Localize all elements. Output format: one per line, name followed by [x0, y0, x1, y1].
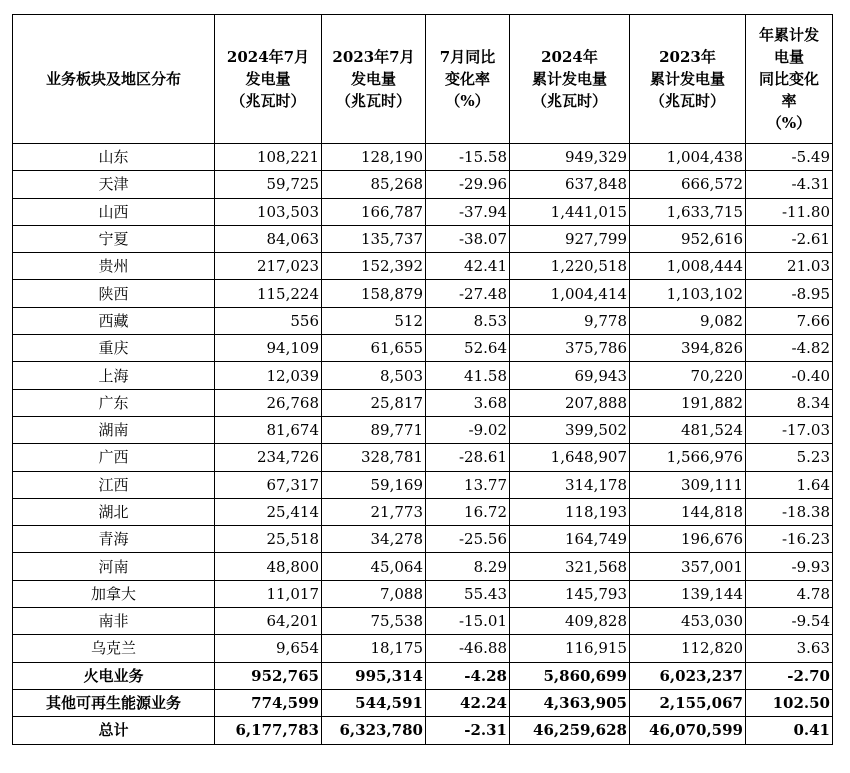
table-row — [13, 307, 833, 334]
cell-cum-2024: 927,799 — [510, 225, 630, 252]
cell-jul-2024: 6,177,783 — [215, 717, 322, 744]
cell-cum-2024: 164,749 — [510, 526, 630, 553]
cell-cum-2023: 2,155,067 — [630, 689, 746, 716]
cell-jul-2023: 34,278 — [322, 526, 426, 553]
header-line: 7月同比 — [439, 48, 496, 66]
cell-cum-2023: 196,676 — [630, 526, 746, 553]
header-line: 发电量 — [245, 70, 291, 88]
cell-jul-2024: 94,109 — [215, 335, 322, 362]
cell-region: 重庆 — [13, 335, 215, 362]
cell-jul-2023: 328,781 — [322, 444, 426, 471]
cell-cum-yoy: -2.61 — [746, 225, 833, 252]
table-row — [13, 498, 833, 525]
cell-jul-2023: 45,064 — [322, 553, 426, 580]
cell-cum-yoy: 4.78 — [746, 580, 833, 607]
header-line: 同比变化 — [758, 70, 819, 88]
cell-jul-2024: 64,201 — [215, 608, 322, 635]
summary-row — [13, 662, 833, 689]
cell-cum-2024: 375,786 — [510, 335, 630, 362]
cell-jul-2024: 25,414 — [215, 498, 322, 525]
summary-row — [13, 717, 833, 744]
header-line: 率 — [781, 92, 797, 110]
cell-jul-yoy: 52.64 — [426, 335, 510, 362]
header-line: （兆瓦时） — [230, 92, 306, 110]
header-line: 累计发电量 — [531, 70, 607, 88]
cell-jul-2024: 12,039 — [215, 362, 322, 389]
cell-jul-yoy: 55.43 — [426, 580, 510, 607]
cell-cum-2024: 4,363,905 — [510, 689, 630, 716]
cell-cum-2024: 207,888 — [510, 389, 630, 416]
cell-jul-yoy: -46.88 — [426, 635, 510, 662]
cell-cum-yoy: 7.66 — [746, 307, 833, 334]
cell-cum-2024: 1,648,907 — [510, 444, 630, 471]
cell-jul-2024: 234,726 — [215, 444, 322, 471]
cell-region: 天津 — [13, 171, 215, 198]
cell-jul-2024: 103,503 — [215, 198, 322, 225]
cell-region: 青海 — [13, 526, 215, 553]
cell-region: 加拿大 — [13, 580, 215, 607]
cell-jul-yoy: 16.72 — [426, 498, 510, 525]
cell-region: 总计 — [13, 717, 215, 744]
cell-jul-2024: 25,518 — [215, 526, 322, 553]
cell-jul-yoy: -4.28 — [426, 662, 510, 689]
cell-cum-2024: 949,329 — [510, 144, 630, 171]
cell-region: 湖南 — [13, 416, 215, 443]
cell-jul-2024: 556 — [215, 307, 322, 334]
cell-region: 广东 — [13, 389, 215, 416]
cell-cum-yoy: 1.64 — [746, 471, 833, 498]
table-body — [13, 144, 833, 745]
cell-jul-2024: 11,017 — [215, 580, 322, 607]
cell-cum-2024: 321,568 — [510, 553, 630, 580]
cell-cum-yoy: -18.38 — [746, 498, 833, 525]
header-cell-2024-cum — [510, 15, 630, 144]
cell-cum-2024: 399,502 — [510, 416, 630, 443]
cell-jul-yoy: -25.56 — [426, 526, 510, 553]
table-row — [13, 553, 833, 580]
cell-region: 河南 — [13, 553, 215, 580]
cell-cum-2024: 145,793 — [510, 580, 630, 607]
header-line: 2024年 — [541, 48, 598, 66]
cell-cum-2023: 191,882 — [630, 389, 746, 416]
table-row — [13, 171, 833, 198]
cell-jul-yoy: -2.31 — [426, 717, 510, 744]
cell-cum-2024: 116,915 — [510, 635, 630, 662]
cell-cum-2023: 1,008,444 — [630, 253, 746, 280]
header-line: 电量 — [773, 48, 804, 66]
cell-cum-2024: 9,778 — [510, 307, 630, 334]
cell-jul-2023: 75,538 — [322, 608, 426, 635]
cell-jul-2024: 59,725 — [215, 171, 322, 198]
cell-region: 山东 — [13, 144, 215, 171]
cell-region: 陕西 — [13, 280, 215, 307]
cell-jul-2023: 152,392 — [322, 253, 426, 280]
table-row — [13, 225, 833, 252]
cell-jul-yoy: -29.96 — [426, 171, 510, 198]
cell-cum-2023: 112,820 — [630, 635, 746, 662]
cell-cum-yoy: -8.95 — [746, 280, 833, 307]
cell-region: 山西 — [13, 198, 215, 225]
cell-cum-2024: 637,848 — [510, 171, 630, 198]
cell-jul-2023: 6,323,780 — [322, 717, 426, 744]
cell-cum-2023: 6,023,237 — [630, 662, 746, 689]
cell-cum-2024: 409,828 — [510, 608, 630, 635]
cell-jul-yoy: 8.29 — [426, 553, 510, 580]
header-line: （兆瓦时） — [531, 92, 607, 110]
header-cell-2023-jul — [322, 15, 426, 144]
cell-cum-2023: 666,572 — [630, 171, 746, 198]
header-line: 年累计发 — [758, 26, 819, 44]
cell-region: 宁夏 — [13, 225, 215, 252]
cell-jul-yoy: 42.24 — [426, 689, 510, 716]
cell-jul-2023: 995,314 — [322, 662, 426, 689]
table-row — [13, 389, 833, 416]
cell-cum-yoy: -16.23 — [746, 526, 833, 553]
header-cell-cum-yoy — [746, 15, 833, 144]
cell-jul-2023: 7,088 — [322, 580, 426, 607]
cell-cum-yoy: -0.40 — [746, 362, 833, 389]
cell-jul-yoy: -38.07 — [426, 225, 510, 252]
cell-jul-2024: 84,063 — [215, 225, 322, 252]
cell-jul-yoy: 8.53 — [426, 307, 510, 334]
cell-cum-yoy: 8.34 — [746, 389, 833, 416]
table-row — [13, 444, 833, 471]
cell-cum-yoy: -4.31 — [746, 171, 833, 198]
cell-jul-2023: 61,655 — [322, 335, 426, 362]
cell-region: 其他可再生能源业务 — [13, 689, 215, 716]
generation-table — [12, 14, 833, 745]
cell-jul-2023: 85,268 — [322, 171, 426, 198]
cell-region: 广西 — [13, 444, 215, 471]
header-cell-2023-cum — [630, 15, 746, 144]
cell-region: 贵州 — [13, 253, 215, 280]
header-cell-region — [13, 15, 215, 144]
cell-cum-2023: 309,111 — [630, 471, 746, 498]
header-line: 2023年7月 — [332, 48, 415, 66]
cell-cum-2024: 1,220,518 — [510, 253, 630, 280]
header-line: （%） — [766, 114, 812, 132]
cell-jul-2023: 166,787 — [322, 198, 426, 225]
cell-jul-2024: 217,023 — [215, 253, 322, 280]
cell-jul-yoy: 13.77 — [426, 471, 510, 498]
cell-cum-yoy: 5.23 — [746, 444, 833, 471]
cell-cum-2024: 1,441,015 — [510, 198, 630, 225]
header-cell-2024-jul — [215, 15, 322, 144]
header-line: 2024年7月 — [226, 48, 310, 66]
cell-cum-2024: 1,004,414 — [510, 280, 630, 307]
cell-jul-2024: 26,768 — [215, 389, 322, 416]
cell-cum-2023: 46,070,599 — [630, 717, 746, 744]
cell-cum-yoy: 0.41 — [746, 717, 833, 744]
cell-cum-2023: 394,826 — [630, 335, 746, 362]
cell-jul-2024: 108,221 — [215, 144, 322, 171]
header-cell-jul-yoy — [426, 15, 510, 144]
cell-jul-2024: 48,800 — [215, 553, 322, 580]
header-line: 累计发电量 — [649, 70, 725, 88]
cell-cum-yoy: 3.63 — [746, 635, 833, 662]
cell-region: 上海 — [13, 362, 215, 389]
cell-jul-yoy: 41.58 — [426, 362, 510, 389]
table-row — [13, 471, 833, 498]
header-line: （兆瓦时） — [649, 92, 725, 110]
cell-jul-2024: 115,224 — [215, 280, 322, 307]
cell-cum-2023: 952,616 — [630, 225, 746, 252]
table-row — [13, 580, 833, 607]
header-line: 发电量 — [350, 70, 396, 88]
cell-cum-yoy: -9.54 — [746, 608, 833, 635]
cell-cum-2023: 1,633,715 — [630, 198, 746, 225]
header-line: 2023年 — [659, 48, 716, 66]
cell-jul-yoy: -28.61 — [426, 444, 510, 471]
cell-cum-yoy: -9.93 — [746, 553, 833, 580]
cell-jul-yoy: -37.94 — [426, 198, 510, 225]
table-row — [13, 198, 833, 225]
cell-jul-2023: 59,169 — [322, 471, 426, 498]
cell-cum-2023: 1,004,438 — [630, 144, 746, 171]
cell-jul-yoy: -15.58 — [426, 144, 510, 171]
cell-cum-2023: 1,566,976 — [630, 444, 746, 471]
cell-jul-2024: 774,599 — [215, 689, 322, 716]
table-row — [13, 526, 833, 553]
cell-cum-2023: 453,030 — [630, 608, 746, 635]
cell-jul-2023: 25,817 — [322, 389, 426, 416]
cell-jul-2023: 18,175 — [322, 635, 426, 662]
table-row — [13, 362, 833, 389]
cell-region: 火电业务 — [13, 662, 215, 689]
summary-row — [13, 689, 833, 716]
header-line: 业务板块及地区分布 — [45, 70, 181, 88]
cell-cum-2024: 118,193 — [510, 498, 630, 525]
cell-cum-yoy: -17.03 — [746, 416, 833, 443]
table-row — [13, 608, 833, 635]
cell-region: 江西 — [13, 471, 215, 498]
table-row — [13, 280, 833, 307]
cell-cum-2023: 357,001 — [630, 553, 746, 580]
cell-cum-2024: 314,178 — [510, 471, 630, 498]
cell-cum-yoy: 21.03 — [746, 253, 833, 280]
cell-cum-2023: 481,524 — [630, 416, 746, 443]
table-row — [13, 416, 833, 443]
cell-cum-2024: 5,860,699 — [510, 662, 630, 689]
header-line: 变化率 — [444, 70, 490, 88]
header-line: （兆瓦时） — [335, 92, 411, 110]
cell-cum-2023: 70,220 — [630, 362, 746, 389]
cell-cum-2023: 1,103,102 — [630, 280, 746, 307]
cell-cum-yoy: -11.80 — [746, 198, 833, 225]
cell-jul-yoy: -27.48 — [426, 280, 510, 307]
cell-jul-2023: 89,771 — [322, 416, 426, 443]
table-row — [13, 635, 833, 662]
cell-cum-2024: 46,259,628 — [510, 717, 630, 744]
cell-cum-2023: 139,144 — [630, 580, 746, 607]
cell-jul-2023: 128,190 — [322, 144, 426, 171]
cell-jul-2024: 67,317 — [215, 471, 322, 498]
table-row — [13, 253, 833, 280]
cell-cum-yoy: -2.70 — [746, 662, 833, 689]
cell-cum-yoy: -5.49 — [746, 144, 833, 171]
cell-region: 湖北 — [13, 498, 215, 525]
cell-cum-2023: 9,082 — [630, 307, 746, 334]
header-line: （%） — [445, 92, 490, 110]
cell-jul-2023: 21,773 — [322, 498, 426, 525]
header-row — [13, 15, 833, 144]
cell-cum-2023: 144,818 — [630, 498, 746, 525]
cell-jul-yoy: -15.01 — [426, 608, 510, 635]
cell-cum-2024: 69,943 — [510, 362, 630, 389]
cell-cum-yoy: 102.50 — [746, 689, 833, 716]
cell-jul-2024: 952,765 — [215, 662, 322, 689]
cell-jul-2023: 512 — [322, 307, 426, 334]
cell-jul-yoy: 3.68 — [426, 389, 510, 416]
cell-jul-2024: 81,674 — [215, 416, 322, 443]
cell-jul-2023: 135,737 — [322, 225, 426, 252]
cell-jul-2023: 544,591 — [322, 689, 426, 716]
cell-jul-2023: 158,879 — [322, 280, 426, 307]
cell-jul-yoy: 42.41 — [426, 253, 510, 280]
table-row — [13, 144, 833, 171]
cell-jul-2023: 8,503 — [322, 362, 426, 389]
cell-region: 西藏 — [13, 307, 215, 334]
table-row — [13, 335, 833, 362]
cell-region: 乌克兰 — [13, 635, 215, 662]
cell-cum-yoy: -4.82 — [746, 335, 833, 362]
cell-jul-2024: 9,654 — [215, 635, 322, 662]
cell-jul-yoy: -9.02 — [426, 416, 510, 443]
cell-region: 南非 — [13, 608, 215, 635]
